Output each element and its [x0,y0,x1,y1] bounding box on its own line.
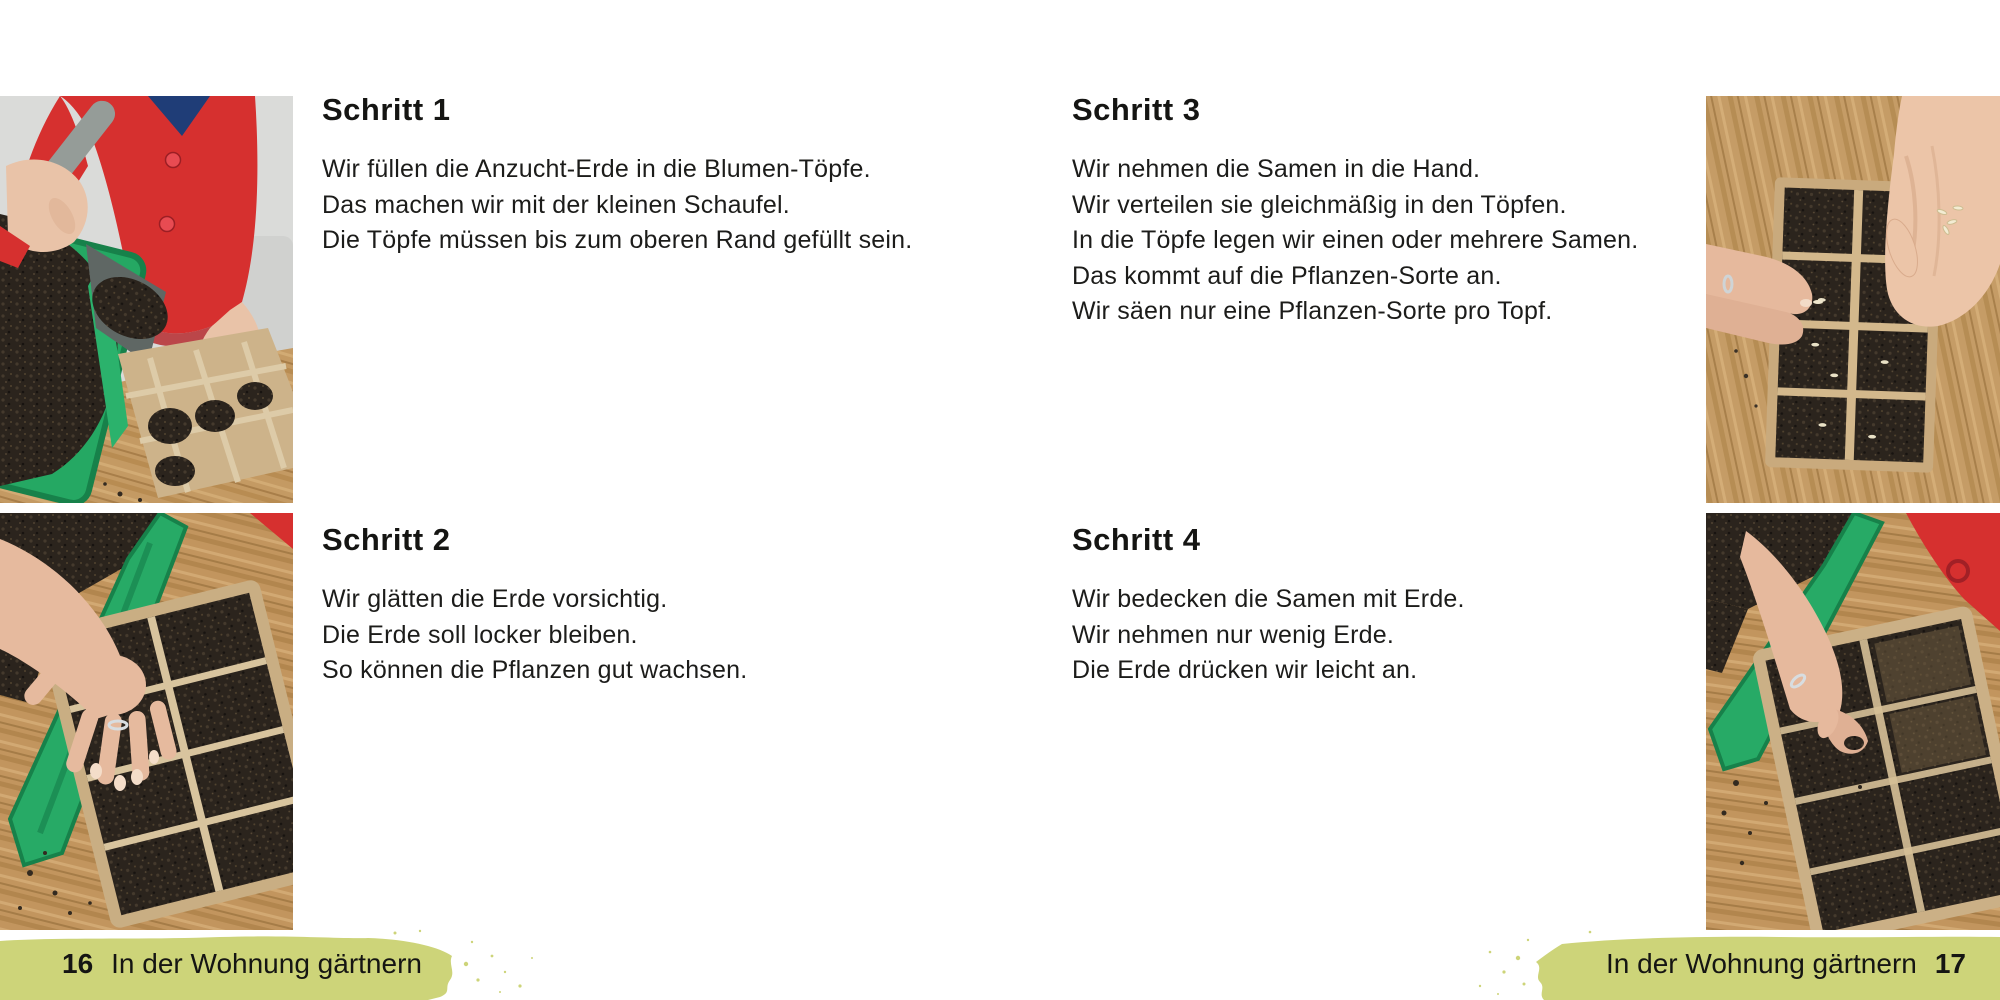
text-line: Das kommt auf die Pflanzen-Sorte an. [1072,261,1502,290]
text-line: Wir glätten die Erde vorsichtig. [322,585,668,613]
text-line: Wir nehmen die Samen in die Hand. [1072,155,1481,183]
text-line: Wir bedecken die Samen mit Erde. [1072,585,1465,613]
text-line: In die Töpfe legen wir einen oder mehrere Samen. [1072,226,1639,254]
step-4-heading: Schritt 4 [1072,522,1201,557]
step-1-text [322,152,1002,259]
step-2-text [322,582,1002,689]
photo-step-2 [0,513,293,930]
chapter-title-left: In der Wohnung gärtnern [111,948,422,979]
photo-step-1 [0,96,293,503]
footer-right [1606,948,1966,980]
text-line: Die Töpfe müssen bis zum oberen Rand gefüllt sein. [322,226,913,254]
step-2-heading: Schritt 2 [322,522,451,557]
page-number-left: 16 [62,948,94,979]
text-line: Wir verteilen sie gleichmäßig in den Töpfen. [1072,190,1567,219]
chapter-title-right: In der Wohnung gärtnern [1606,948,1917,979]
step-3-heading: Schritt 3 [1072,92,1201,127]
text-line: Die Erde soll locker bleiben. [322,620,638,649]
step-3-text [1072,152,1752,330]
open-palm-with-seeds [1880,96,2000,327]
step-4-block [1072,522,1752,689]
step-2-block [322,522,1002,689]
step-4-text [1072,582,1752,689]
text-line: Die Erde drücken wir leicht an. [1072,656,1418,684]
text-line: Wir füllen die Anzucht-Erde in die Blumen-Töpfe. [322,155,871,183]
footer-left [62,948,422,980]
seed [1813,300,1823,304]
text-line: So können die Pflanzen gut wachsen. [322,656,748,684]
text-line: Wir säen nur eine Pflanzen-Sorte pro Topf. [1072,297,1553,325]
step-3-block [1072,92,1752,330]
text-line: Wir nehmen nur wenig Erde. [1072,620,1395,649]
step-1-block [322,92,1002,259]
text-line: Das machen wir mit der kleinen Schaufel. [322,190,790,219]
page-number-right: 17 [1934,948,1966,979]
step-1-heading: Schritt 1 [322,92,451,127]
